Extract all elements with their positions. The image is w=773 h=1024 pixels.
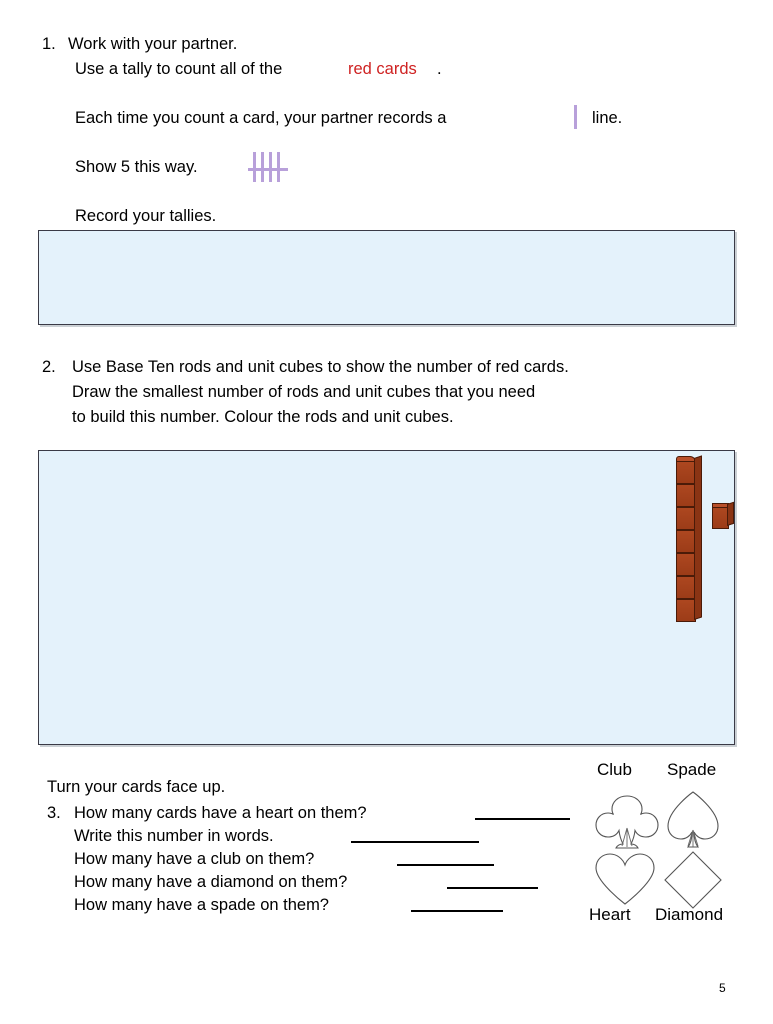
question-2-line-2: Draw the smallest number of rods and unit cubes that you need: [72, 383, 536, 401]
question-2-line-1: Use Base Ten rods and unit cubes to show the number of red cards.: [72, 358, 569, 376]
question-3-number: 3.: [47, 804, 61, 822]
suit-label-club: Club: [597, 760, 632, 779]
question-1-line-2-prefix: Use a tally to count all of the: [75, 60, 287, 78]
diamond-suit-icon: [662, 850, 724, 910]
question-1-number: 1.: [42, 35, 56, 53]
question-1-line-3-prefix: Each time you count a card, your partner records a: [75, 109, 447, 127]
heart-suit-icon: [592, 852, 658, 908]
question-3-blank-4[interactable]: [447, 887, 538, 889]
question-1-line-2-suffix: .: [437, 60, 442, 78]
question-3-blank-2[interactable]: [351, 841, 479, 843]
spade-suit-icon: [660, 788, 726, 852]
baseten-answer-box[interactable]: [38, 450, 735, 745]
tally-five-group-icon: [253, 152, 293, 184]
question-2-line-3: to build this number. Colour the rods and unit cubes.: [72, 408, 454, 426]
question-3-line-4: How many have a diamond on them?: [74, 873, 348, 891]
suit-label-spade: Spade: [667, 760, 717, 779]
base-ten-rod-icon: [676, 456, 710, 624]
question-3-line-5: How many have a spade on them?: [74, 896, 329, 914]
suit-label-diamond: Diamond: [655, 905, 724, 924]
question-1-line-5: Record your tallies.: [75, 207, 217, 225]
question-1-line-3-suffix: line.: [592, 109, 623, 127]
question-3-blank-3[interactable]: [397, 864, 494, 866]
club-suit-icon: [592, 790, 662, 852]
tally-single-line-icon: [574, 105, 577, 129]
question-1-line-4: Show 5 this way.: [75, 158, 198, 176]
question-3-line-3: How many have a club on them?: [74, 850, 315, 868]
question-1-line-1: Work with your partner.: [68, 35, 238, 53]
question-1-red-cards-text: red cards: [348, 60, 417, 78]
question-3-line-1: How many cards have a heart on them?: [74, 804, 367, 822]
suit-label-heart: Heart: [589, 905, 631, 924]
question-3-blank-5[interactable]: [411, 910, 503, 912]
base-ten-unit-cube-icon: [712, 503, 740, 533]
question-2-number: 2.: [42, 358, 56, 376]
question-3-line-2: Write this number in words.: [74, 827, 274, 845]
page-number: 5: [719, 981, 726, 995]
question-3-intro: Turn your cards face up.: [47, 778, 226, 796]
tally-answer-box[interactable]: [38, 230, 735, 325]
question-3-blank-1[interactable]: [475, 818, 570, 820]
